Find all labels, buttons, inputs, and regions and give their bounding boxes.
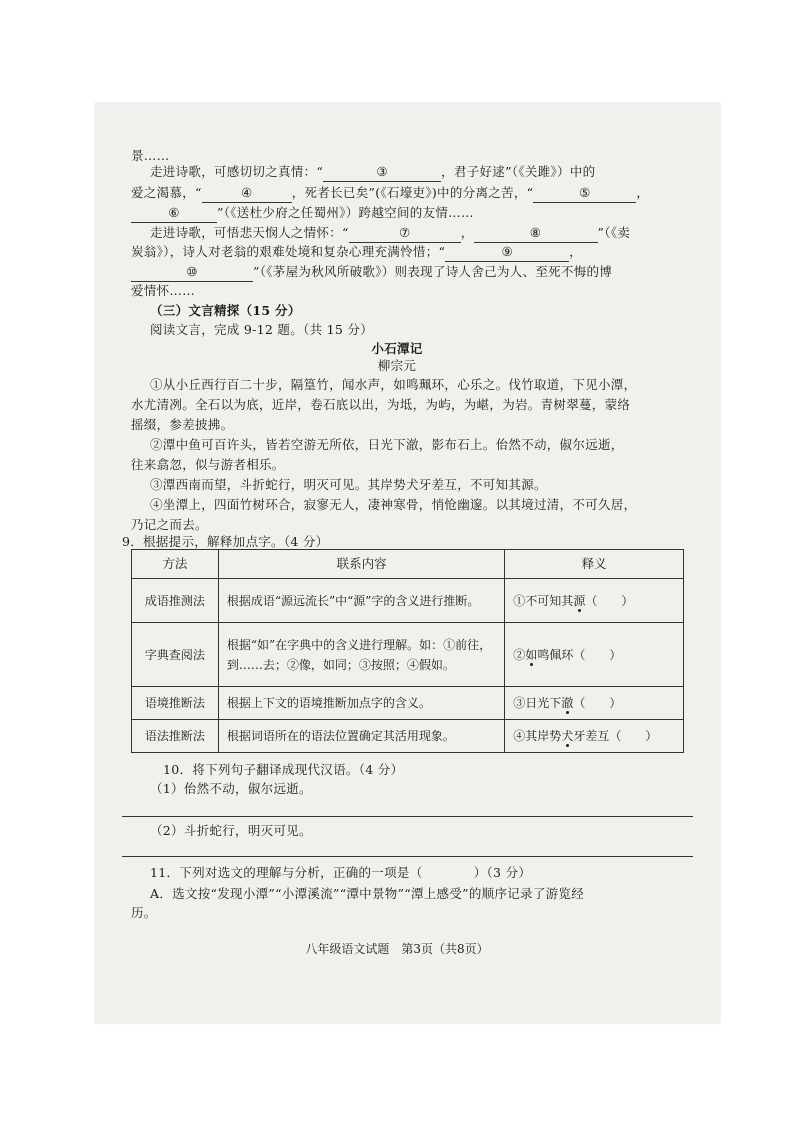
- section-instruction: 阅读文言，完成 9-12 题。（共 15 分）: [150, 322, 374, 337]
- answer-line-2[interactable]: [122, 856, 693, 857]
- q9-table: [131, 549, 684, 753]
- poem-line-6: 炭翁》），诗人对老翁的艰难处境和复杂心理充满怜惜；“ ⑨ ，: [131, 243, 582, 262]
- table-row: [132, 687, 684, 720]
- row-content: 根据词语所在的语法位置确定其活用现象。: [218, 720, 504, 753]
- section-heading: （三）文言精探（15 分）: [150, 303, 301, 318]
- q9-prompt: 9．根据提示，解释加点字。（4 分）: [122, 534, 329, 549]
- passage-p1-line2: 水尤清冽。全石以为底，近岸，卷石底以出，为坻，为屿，为嵁，为岩。青树翠蔓，蒙络: [131, 397, 631, 412]
- header-method: 方法: [132, 550, 219, 579]
- table-row: [132, 623, 684, 687]
- table-row: [132, 579, 684, 623]
- page-footer: 八年级语文试题 第3页（共8页）: [305, 942, 489, 956]
- passage-p3: ③潭西南而望，斗折蛇行，明灭可见。其岸势犬牙差互，不可知其源。: [150, 477, 547, 492]
- q11-option-a-line1: A．选文按“发现小潭”“小潭溪流”“潭中景物”“潭上感受”的顺序记录了游览经: [150, 886, 585, 901]
- blank-7[interactable]: ⑦: [349, 224, 461, 243]
- passage-author: 柳宗元: [377, 358, 417, 373]
- poem-line-4: ⑥ ”（《送杜少府之任蜀州》）跨越空间的友情……: [131, 204, 474, 223]
- q11-option-a-line2: 历。: [131, 905, 157, 920]
- answer-line-1[interactable]: [122, 816, 693, 817]
- poem-line-7: ⑩ ”（《茅屋为秋风所破歌》）则表现了诗人舍己为人、至死不悔的博: [131, 263, 612, 282]
- dotted-char: 澈: [561, 696, 574, 710]
- poem-line-2: 走进诗歌，可感切切之真情：“ ③ ，君子好逑”（《关雎》）中的: [150, 163, 595, 182]
- row-content: 根据“如”在字典中的含义进行理解。如：①前往，到……去；②像，如同；③按照；④假如。: [218, 623, 504, 687]
- passage-p1-line1: ①从小丘西行百二十步，隔篁竹，闻水声，如鸣珮环，心乐之。伐竹取道，下见小潭，: [150, 377, 637, 392]
- passage-p2-line1: ②潭中鱼可百许头，皆若空游无所依，日光下澈，影布石上。佁然不动，俶尔远逝，: [150, 437, 624, 452]
- row-method: 语境推断法: [132, 687, 219, 720]
- table-row: [132, 720, 684, 753]
- blank-6[interactable]: ⑥: [131, 204, 217, 223]
- row-method: 成语推测法: [132, 579, 219, 623]
- blank-3[interactable]: ③: [323, 163, 441, 182]
- passage-p4-line2: 乃记之而去。: [131, 517, 208, 532]
- q10-prompt: 10．将下列句子翻译成现代汉语。（4 分）: [163, 762, 404, 777]
- row-item[interactable]: ①不可知其源（ ）: [505, 579, 684, 623]
- poem-line-5: 走进诗歌，可悟悲天悯人之情怀：“ ⑦ ， ⑧ ”（《卖: [150, 224, 630, 243]
- poem-line-1: 景……: [131, 148, 170, 163]
- blank-5[interactable]: ⑤: [533, 184, 636, 203]
- passage-p2-line2: 往来翕忽，似与游者相乐。: [131, 457, 285, 472]
- header-content: 联系内容: [218, 550, 504, 579]
- passage-p4-line1: ④坐潭上，四面竹树环合，寂寥无人，凄神寒骨，悄怆幽邃。以其境过清，不可久居，: [150, 497, 637, 512]
- passage-p1-line3: 摇缀，参差披拂。: [131, 417, 234, 432]
- row-method: 字典查阅法: [132, 623, 219, 687]
- q9-table-header: [132, 550, 684, 579]
- q10-sentence-1: （1）佁然不动，俶尔远逝。: [150, 781, 312, 796]
- row-item[interactable]: ②如鸣佩环（ ）: [505, 623, 684, 687]
- dotted-char: 如: [525, 647, 538, 662]
- q10-sentence-2: （2）斗折蛇行，明灭可见。: [150, 823, 312, 838]
- row-content: 根据成语“源远流长”中“源”字的含义进行推断。: [218, 579, 504, 623]
- row-item[interactable]: ③日光下澈（ ）: [505, 687, 684, 720]
- poem-line-3: 爱之渴慕，“ ④ ，死者长已矣”(《石壕吏》)中的分离之苦，“ ⑤ ，: [131, 184, 649, 203]
- poem-line-8: 爱情怀……: [131, 283, 196, 298]
- row-method: 语法推断法: [132, 720, 219, 753]
- header-meaning: 释义: [505, 550, 684, 579]
- blank-4[interactable]: ④: [202, 184, 292, 203]
- dotted-char: 源: [573, 593, 586, 608]
- passage-title: 小石潭记: [371, 341, 423, 356]
- blank-9[interactable]: ⑨: [445, 243, 569, 262]
- blank-10[interactable]: ⑩: [131, 263, 253, 282]
- dotted-char: 犬: [561, 729, 574, 743]
- blank-8[interactable]: ⑧: [474, 224, 598, 243]
- row-item[interactable]: ④其岸势犬牙差互（ ）: [505, 720, 684, 753]
- q11-prompt: 11．下列对选文的理解与分析，正确的一项是（ ）（3 分）: [150, 865, 532, 880]
- row-content: 根据上下文的语境推断加点字的含义。: [218, 687, 504, 720]
